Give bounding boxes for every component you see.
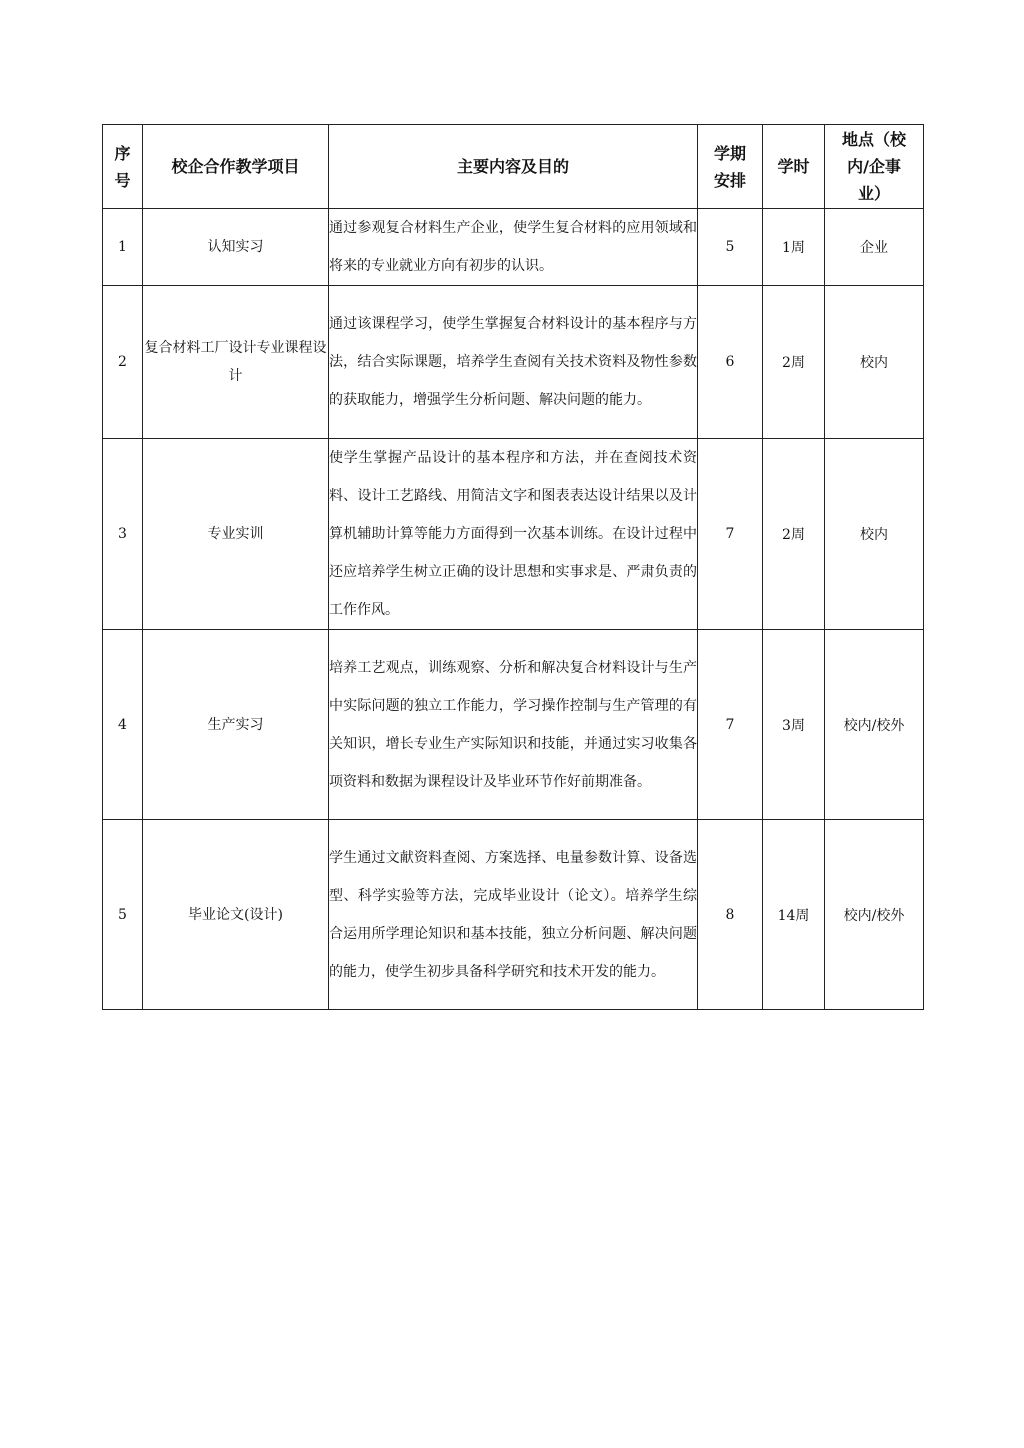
row-semester: 6 xyxy=(698,286,763,439)
row-location: 校内/校外 xyxy=(825,820,924,1010)
header-project: 校企合作教学项目 xyxy=(143,125,329,209)
row-semester: 5 xyxy=(698,209,763,286)
row-seq: 2 xyxy=(103,286,143,439)
row-semester: 8 xyxy=(698,820,763,1010)
row-hours: 2周 xyxy=(763,286,825,439)
table-row xyxy=(103,630,924,820)
row-semester: 7 xyxy=(698,630,763,820)
header-seq: 序号 xyxy=(103,125,143,209)
row-seq: 5 xyxy=(103,820,143,1010)
row-hours: 3周 xyxy=(763,630,825,820)
row-project: 专业实训 xyxy=(143,439,329,630)
header-semester: 学期安排 xyxy=(698,125,763,209)
row-content: 学生通过文献资料查阅、方案选择、电量参数计算、设备选型、科学实验等方法，完成毕业设计（论文）。培养学生综合运用所学理论知识和基本技能，独立分析问题、解决问题的能力，使学生初步具备科学研究和技术开发的能力。 xyxy=(329,820,698,1010)
table-row xyxy=(103,820,924,1010)
row-hours: 2周 xyxy=(763,439,825,630)
row-semester: 7 xyxy=(698,439,763,630)
row-project: 认知实习 xyxy=(143,209,329,286)
table-row xyxy=(103,286,924,439)
row-hours: 1周 xyxy=(763,209,825,286)
row-content: 使学生掌握产品设计的基本程序和方法，并在查阅技术资料、设计工艺路线、用简洁文字和图表表达设计结果以及计算机辅助计算等能力方面得到一次基本训练。在设计过程中还应培养学生树立正确的设计思想和实事求是、严肃负责的工作作风。 xyxy=(329,439,698,630)
row-project: 复合材料工厂设计专业课程设计 xyxy=(143,286,329,439)
table-row xyxy=(103,209,924,286)
row-location: 校内 xyxy=(825,439,924,630)
header-location: 地点（校内/企事业） xyxy=(825,125,924,209)
row-project: 毕业论文(设计) xyxy=(143,820,329,1010)
header-content: 主要内容及目的 xyxy=(329,125,698,209)
header-hours: 学时 xyxy=(763,125,825,209)
header-row xyxy=(103,125,924,209)
row-seq: 3 xyxy=(103,439,143,630)
row-content: 通过参观复合材料生产企业，使学生复合材料的应用领域和将来的专业就业方向有初步的认识。 xyxy=(329,209,698,286)
table-row xyxy=(103,439,924,630)
row-seq: 1 xyxy=(103,209,143,286)
cooperation-table xyxy=(102,124,924,1010)
row-seq: 4 xyxy=(103,630,143,820)
row-project: 生产实习 xyxy=(143,630,329,820)
row-hours: 14周 xyxy=(763,820,825,1010)
row-content: 培养工艺观点，训练观察、分析和解决复合材料设计与生产中实际问题的独立工作能力，学习操作控制与生产管理的有关知识，增长专业生产实际知识和技能，并通过实习收集各项资料和数据为课程设计及毕业环节作好前期准备。 xyxy=(329,630,698,820)
row-location: 校内 xyxy=(825,286,924,439)
row-content: 通过该课程学习，使学生掌握复合材料设计的基本程序与方法，结合实际课题，培养学生查阅有关技术资料及物性参数的获取能力，增强学生分析问题、解决问题的能力。 xyxy=(329,286,698,439)
row-location: 校内/校外 xyxy=(825,630,924,820)
row-location: 企业 xyxy=(825,209,924,286)
